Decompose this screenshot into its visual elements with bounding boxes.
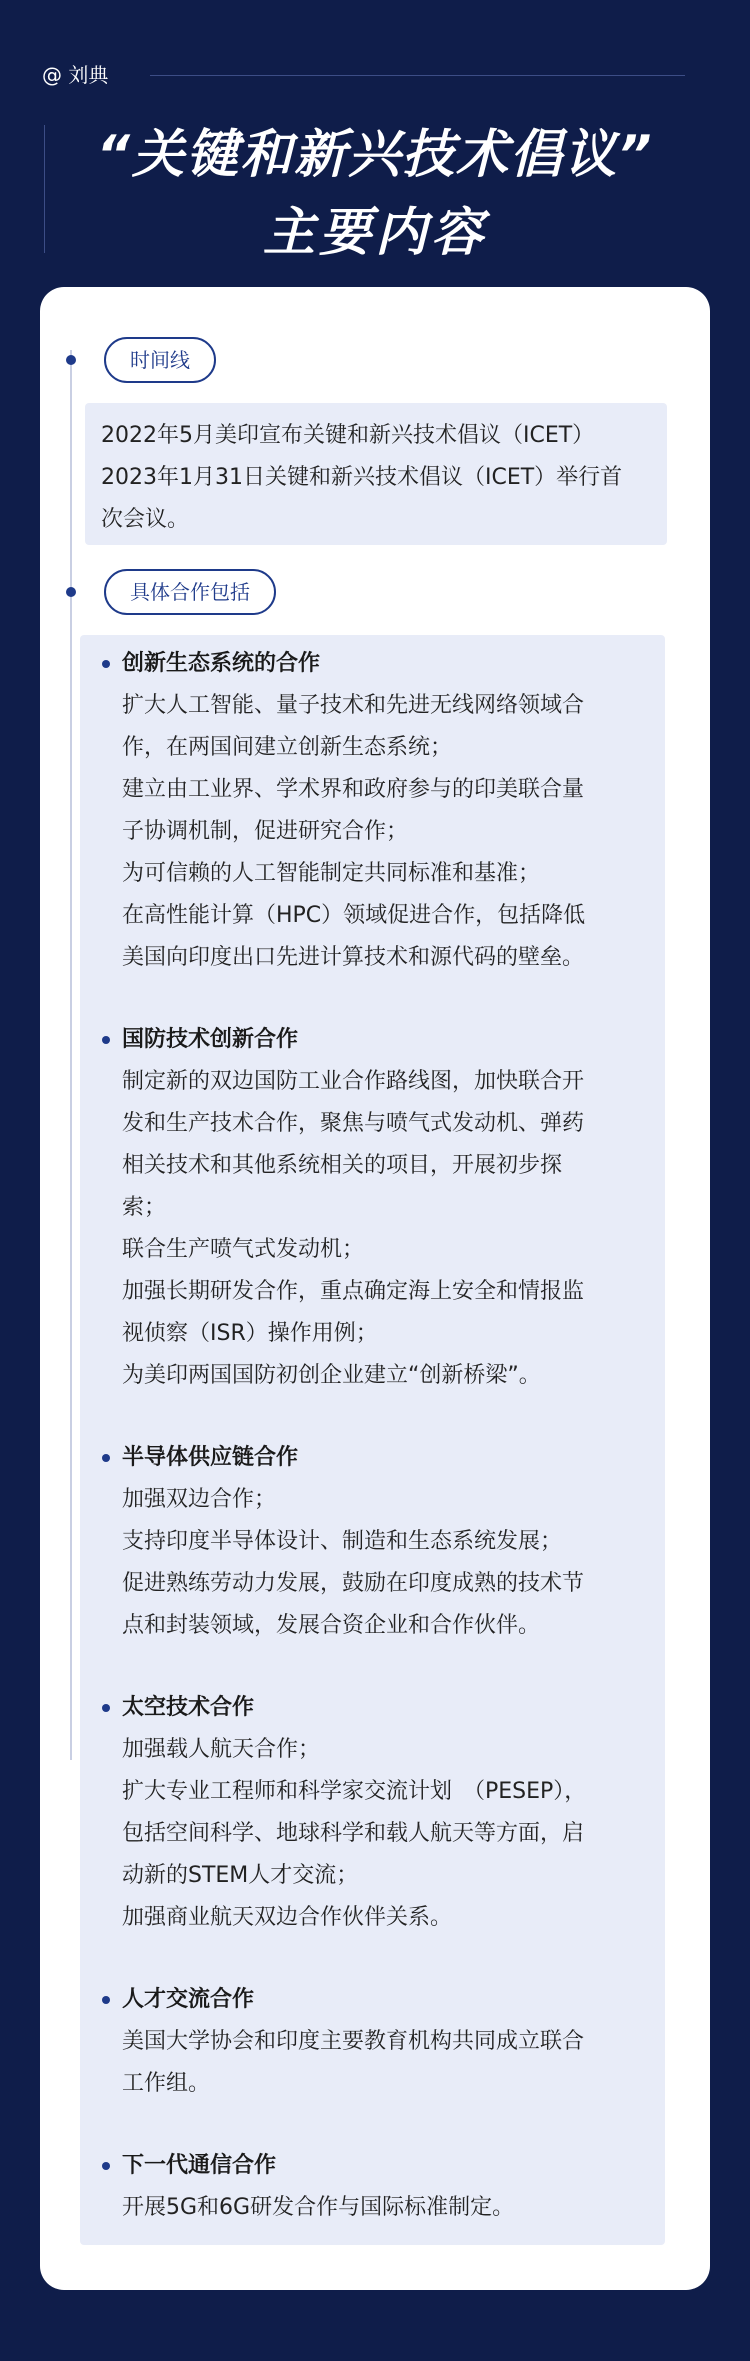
section-line: 视侦察（ISR）操作用例； <box>122 1321 378 1346</box>
section-line: 为可信赖的人工智能制定共同标准和基准； <box>122 861 541 886</box>
section-line: 在高性能计算（HPC）领域促进合作，包括降低 <box>122 903 586 928</box>
section-space <box>102 1687 647 1939</box>
section-line: 促进熟练劳动力发展，鼓励在印度成熟的技术节 <box>122 1571 585 1596</box>
section-telecom <box>102 2145 647 2229</box>
section-defense <box>102 1019 647 1397</box>
cooperation-box <box>80 635 665 2245</box>
timeline-line: 2022年5月美印宣布关键和新兴技术倡议（ICET） <box>101 423 595 448</box>
timeline-line: 次会议。 <box>101 507 190 532</box>
section-line: 美国大学协会和印度主要教育机构共同成立联合 <box>122 2029 585 2054</box>
timeline-rail <box>70 350 72 1760</box>
section-line: 美国向印度出口先进计算技术和源代码的壁垒。 <box>122 945 585 970</box>
timeline-pill: 时间线 <box>104 337 216 383</box>
section-line: 发和生产技术合作，聚焦与喷气式发动机、弹药 <box>122 1111 585 1136</box>
timeline-box <box>85 403 667 545</box>
section-line: 扩大人工智能、量子技术和先进无线网络领域合 <box>122 693 585 718</box>
page-title: “关键和新兴技术倡议” <box>96 125 654 185</box>
author-label: @ 刘典 <box>42 63 109 87</box>
section-line: 为美印两国国防初创企业建立“创新桥梁”。 <box>122 1363 541 1388</box>
section-line: 开展5G和6G研发合作与国际标准制定。 <box>122 2195 515 2220</box>
section-line: 子协调机制，促进研究合作； <box>122 819 409 844</box>
section-line: 作，在两国间建立创新生态系统； <box>122 735 453 760</box>
section-title: 下一代通信合作 <box>102 2145 647 2187</box>
section-line: 加强商业航天双边合作伙伴关系。 <box>122 1905 453 1930</box>
section-semiconductor <box>102 1437 647 1647</box>
section-innovation <box>102 643 647 979</box>
section-title: 太空技术合作 <box>102 1687 647 1729</box>
section-line: 建立由工业界、学术界和政府参与的印美联合量 <box>122 777 585 802</box>
author-divider <box>150 75 685 76</box>
timeline-dot <box>66 355 76 365</box>
section-title: 人才交流合作 <box>102 1979 647 2021</box>
section-title: 创新生态系统的合作 <box>102 643 647 685</box>
section-talent <box>102 1979 647 2105</box>
section-line: 动新的STEM人才交流； <box>122 1863 359 1888</box>
section-title: 半导体供应链合作 <box>102 1437 647 1479</box>
section-line: 加强长期研发合作，重点确定海上安全和情报监 <box>122 1279 585 1304</box>
section-line: 工作组。 <box>122 2071 211 2096</box>
section-line: 索； <box>122 1195 167 1220</box>
timeline-dot <box>66 587 76 597</box>
page-subtitle: 主要内容 <box>262 203 487 263</box>
section-line: 联合生产喷气式发动机； <box>122 1237 365 1262</box>
timeline-line: 2023年1月31日关键和新兴技术倡议（ICET）举行首 <box>101 465 623 490</box>
section-line: 制定新的双边国防工业合作路线图，加快联合开 <box>122 1069 585 1094</box>
section-line: 点和封装领域，发展合资企业和合作伙伴。 <box>122 1613 541 1638</box>
section-line: 包括空间科学、地球科学和载人航天等方面，启 <box>122 1821 585 1846</box>
cooperation-pill: 具体合作包括 <box>104 569 276 615</box>
section-line: 相关技术和其他系统相关的项目，开展初步探 <box>122 1153 563 1178</box>
section-line: 扩大专业工程师和科学家交流计划 （PESEP）， <box>122 1779 587 1804</box>
section-line: 支持印度半导体设计、制造和生态系统发展； <box>122 1529 563 1554</box>
section-line: 加强双边合作； <box>122 1487 277 1512</box>
section-title: 国防技术创新合作 <box>102 1019 647 1061</box>
section-line: 加强载人航天合作； <box>122 1737 321 1762</box>
